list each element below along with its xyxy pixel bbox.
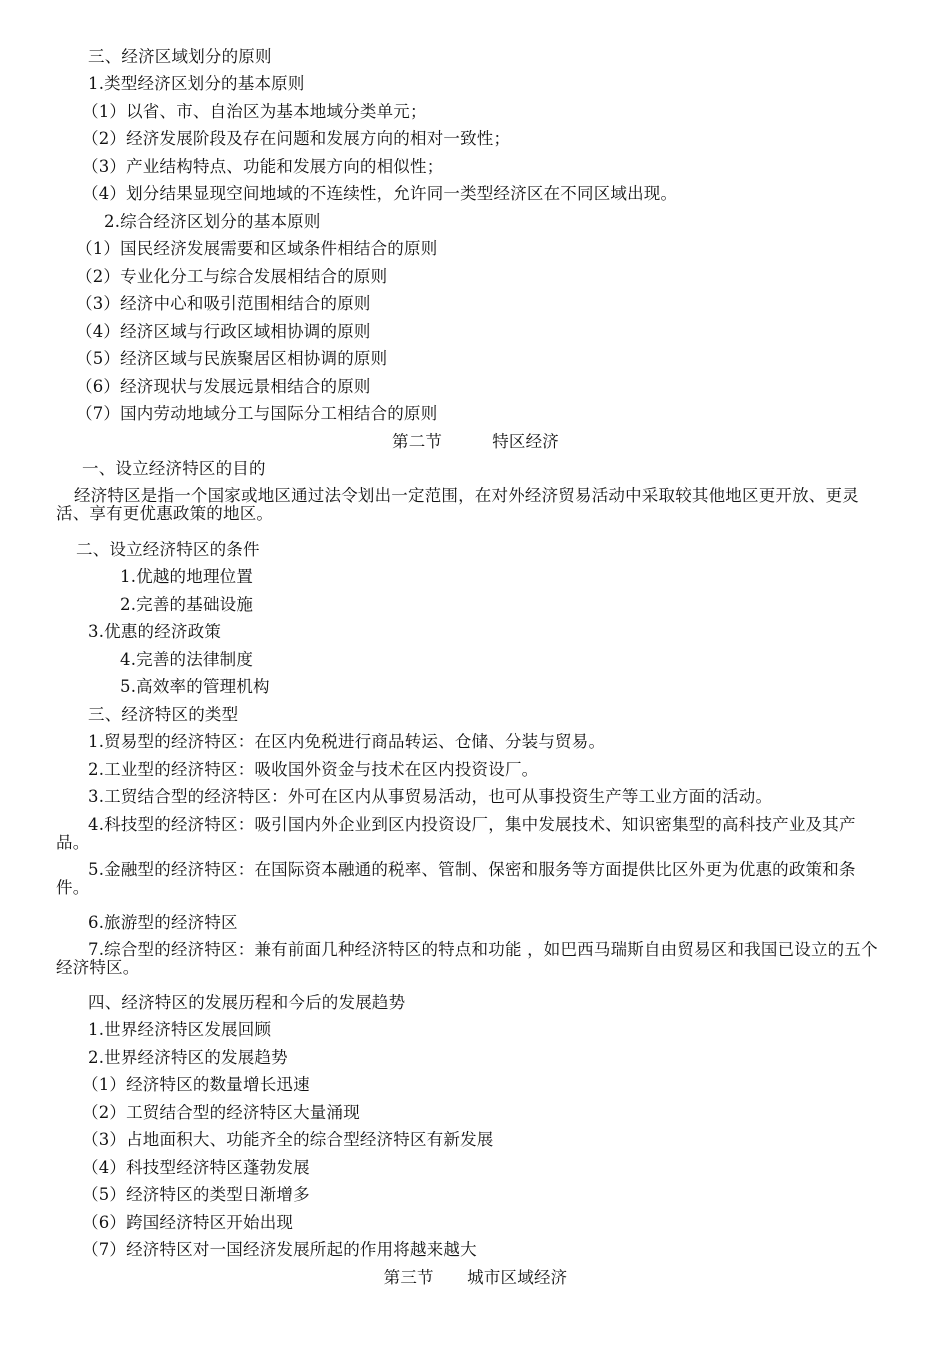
subsection-heading: 1.世界经济特区发展回顾 [88,1020,272,1039]
list-item: 5.高效率的管理机构 [120,677,270,696]
list-item: 3.工贸结合型的经济特区：外可在区内从事贸易活动，也可从事投资生产等工业方面的活动。 [88,787,773,806]
list-item: （7）经济特区对一国经济发展所起的作用将越来越大 [82,1240,477,1259]
list-item: 2.完善的基础设施 [120,595,254,614]
section-heading: 四、经济特区的发展历程和今后的发展趋势 [88,993,406,1012]
list-item: 2.工业型的经济特区：吸收国外资金与技术在区内投资设厂。 [88,760,539,779]
list-item: （5）经济特区的类型日渐增多 [82,1185,310,1204]
list-item: 1.优越的地理位置 [120,567,254,586]
subsection-heading: 2.综合经济区划分的基本原则 [104,212,321,231]
list-item: （6）跨国经济特区开始出现 [82,1213,294,1232]
list-item: （3）占地面积大、功能齐全的综合型经济特区有新发展 [82,1130,494,1149]
list-item: （3）经济中心和吸引范围相结合的原则 [76,294,371,313]
paragraph: 经济特区是指一个国家或地区通过法令划出一定范围，在对外经济贸易活动中采取较其他地区更开放、更灵活、享有更优惠政策的地区。 [56,486,859,523]
list-item: （7）国内劳动地域分工与国际分工相结合的原则 [76,404,438,423]
list-item: （5）经济区域与民族聚居区相协调的原则 [76,349,388,368]
list-item: 6.旅游型的经济特区 [88,913,238,932]
list-item: 4.科技型的经济特区：吸引国内外企业到区内投资设厂，集中发展技术、知识密集型的高科技产业及其产品。 [56,815,856,852]
list-item: 4.完善的法律制度 [120,650,254,669]
list-item: （2）经济发展阶段及存在问题和发展方向的相对一致性； [82,129,511,148]
list-item: 3.优惠的经济政策 [88,622,222,641]
subsection-heading: 1.类型经济区划分的基本原则 [88,74,305,93]
section-heading: 三、经济区域划分的原则 [88,47,272,66]
subsection-heading: 2.世界经济特区的发展趋势 [88,1048,288,1067]
chapter-section-title: 第三节 城市区域经济 [383,1268,568,1287]
list-item: （2）工贸结合型的经济特区大量涌现 [82,1103,360,1122]
section-heading: 一、设立经济特区的目的 [82,459,266,478]
list-item: （3）产业结构特点、功能和发展方向的相似性； [82,157,444,176]
list-item: 7.综合型的经济特区：兼有前面几种经济特区的特点和功能 ，如巴西马瑞斯自由贸易区和我国已设立的五个经济特区。 [56,940,878,977]
list-item: （6）经济现状与发展远景相结合的原则 [76,377,371,396]
section-heading: 二、设立经济特区的条件 [76,540,260,559]
list-item: （4）经济区域与行政区域相协调的原则 [76,322,371,341]
chapter-section-title: 第二节 特区经济 [392,432,559,451]
list-item: （1）国民经济发展需要和区域条件相结合的原则 [76,239,438,258]
list-item: 1.贸易型的经济特区：在区内免税进行商品转运、仓储、分装与贸易。 [88,732,606,751]
list-item: （4）划分结果显现空间地域的不连续性，允许同一类型经济区在不同区域出现。 [82,184,678,203]
list-item: （4）科技型经济特区蓬勃发展 [82,1158,310,1177]
list-item: （1）以省、市、自治区为基本地域分类单元； [82,102,427,121]
list-item: （1）经济特区的数量增长迅速 [82,1075,310,1094]
section-heading: 三、经济特区的类型 [88,705,239,724]
list-item: 5.金融型的经济特区：在国际资本融通的税率、管制、保密和服务等方面提供比区外更为优惠的政策和条件。 [56,860,856,897]
list-item: （2）专业化分工与综合发展相结合的原则 [76,267,388,286]
